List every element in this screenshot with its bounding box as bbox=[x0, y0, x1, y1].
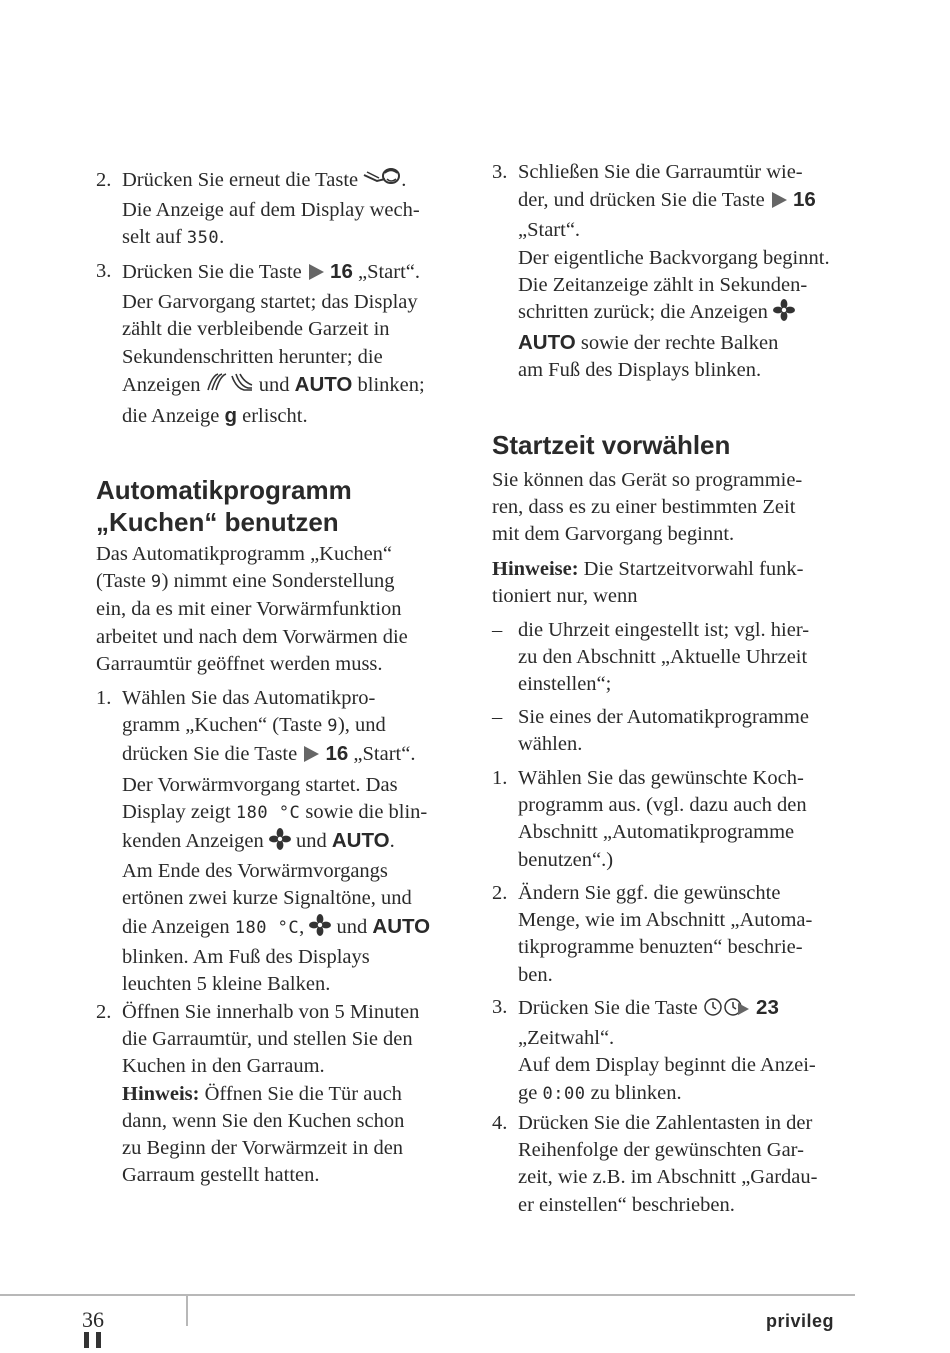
list-item: 2. Ändern Sie ggf. die gewünschte Menge, wie im Abschnitt „Automa- tikprogramme benuzten“ beschrie- ben. bbox=[492, 882, 813, 986]
list-number: 1. bbox=[492, 767, 508, 789]
section-heading: Automatikprogramm „Kuchen“ benutzen bbox=[96, 475, 352, 537]
hint-label: Hinweis: bbox=[122, 1082, 200, 1105]
list-number: 2. bbox=[492, 882, 508, 904]
list-item: 3. Drücken Sie die Taste 16 „Start“. Der Garvorgang startet; das Display zählt die verbleibende Garzeit in Sekundenschritten herunter; die Anzeigen und AUTO blinken; die Anzeige g erlischt. bbox=[96, 260, 425, 428]
list-item: 1. Wählen Sie das gewünschte Koch- programm aus. (vgl. dazu auch den Abschnitt „Automatikprogramme benutzen“.) bbox=[492, 767, 807, 871]
list-number: 2. bbox=[96, 169, 112, 191]
footer-divider bbox=[0, 1294, 855, 1296]
list-item: 4. Drücken Sie die Zahlentasten in der Reihenfolge der gewünschten Gar- zeit, wie z.B. im Abschnitt „Gardau- er einstellen“ beschrieben. bbox=[492, 1112, 818, 1216]
vegetable-icon bbox=[363, 167, 401, 197]
list-item: 2. Öffnen Sie innerhalb von 5 Minuten die Garraumtür, und stellen Sie den Kuchen in den Garraum. Hinweis: Öffnen Sie die Tür auch dann, wenn Sie den Kuchen schon zu Beginn der Vorwärmzeit in den Garraum gestellt hatten. bbox=[96, 1001, 420, 1187]
play-arrow-icon bbox=[307, 262, 325, 289]
list-item: 3. Drücken Sie die Taste 23 „Zeitwahl“. Auf dem Display beginnt die Anzei- ge 0:00 zu blinken. bbox=[492, 996, 816, 1104]
intro-paragraph: Sie können das Gerät so programmie- ren, dass es zu einer bestimmten Zeit mit dem Garvorgang beginnt. bbox=[492, 469, 803, 546]
dash-item: – Sie eines der Automatikprogramme wählen. bbox=[492, 706, 809, 756]
list-number: 3. bbox=[492, 161, 508, 183]
fan-icon bbox=[269, 828, 291, 858]
play-arrow-icon bbox=[302, 744, 320, 771]
list-number: 3. bbox=[492, 996, 508, 1018]
list-item: 2. Drücken Sie erneut die Taste . Die Anzeige auf dem Display wech- selt auf 350. bbox=[96, 169, 420, 249]
section-heading: Startzeit vorwählen bbox=[492, 430, 731, 460]
display-segment: 350 bbox=[186, 228, 220, 249]
steam-wave-icon bbox=[206, 372, 254, 402]
list-number: 2. bbox=[96, 1001, 112, 1023]
footer-divider-tick bbox=[186, 1296, 188, 1326]
hint-label: Hinweise: bbox=[492, 558, 579, 580]
key-number: 16 bbox=[330, 260, 353, 283]
hint-paragraph: Hinweise: Die Startzeitvorwahl funk- tioniert nur, wenn bbox=[492, 558, 804, 608]
intro-paragraph: Das Automatikprogramm „Kuchen“ (Taste 9) nimmt eine Sonderstellung ein, da es mit einer Vorwärmfunktion arbeitet und nach dem Vorwärmen die Garraumtür geöffnet werden muss. bbox=[96, 543, 408, 675]
list-item: 3. Schließen Sie die Garraumtür wie- der, und drücken Sie die Taste 16 „Start“. Der eigentliche Backvorgang beginnt. Die Zeitanzeige zählt in Sekunden- schritten zurück; die Anzeigen AUTO sowie der rechte Balken am Fuß des Displays blinken. bbox=[492, 161, 830, 382]
play-arrow-icon bbox=[770, 190, 788, 217]
brand-logo: privileg bbox=[766, 1311, 835, 1331]
clock-icon bbox=[703, 997, 723, 1025]
page-marker bbox=[84, 1332, 108, 1353]
list-number: 1. bbox=[96, 687, 112, 709]
dash-item: – die Uhrzeit eingestellt ist; vgl. hier- zu den Abschnitt „Aktuelle Uhrzeit einstellen“; bbox=[492, 619, 810, 696]
fan-icon bbox=[773, 299, 795, 329]
fan-icon bbox=[309, 914, 331, 944]
list-number: 4. bbox=[492, 1112, 508, 1134]
clock-start-icon bbox=[723, 997, 751, 1025]
page-number: 36 bbox=[82, 1307, 104, 1332]
list-number: 3. bbox=[96, 260, 112, 282]
list-item: 1. Wählen Sie das Automatikpro- gramm „Kuchen“ (Taste 9), und drücken Sie die Taste 16 „Start“. Der Vorwärmvorgang startet. Das Display zeigt 180 °C sowie die blin- kenden Anzeigen und AUTO. Am Ende des Vorwärmvorgangs ertönen zwei kurze Signaltöne, und die Anzeigen 180 °C, und AUTO blinken. Am Fuß des Displays leuchten 5 kleine Balken. bbox=[96, 687, 431, 996]
